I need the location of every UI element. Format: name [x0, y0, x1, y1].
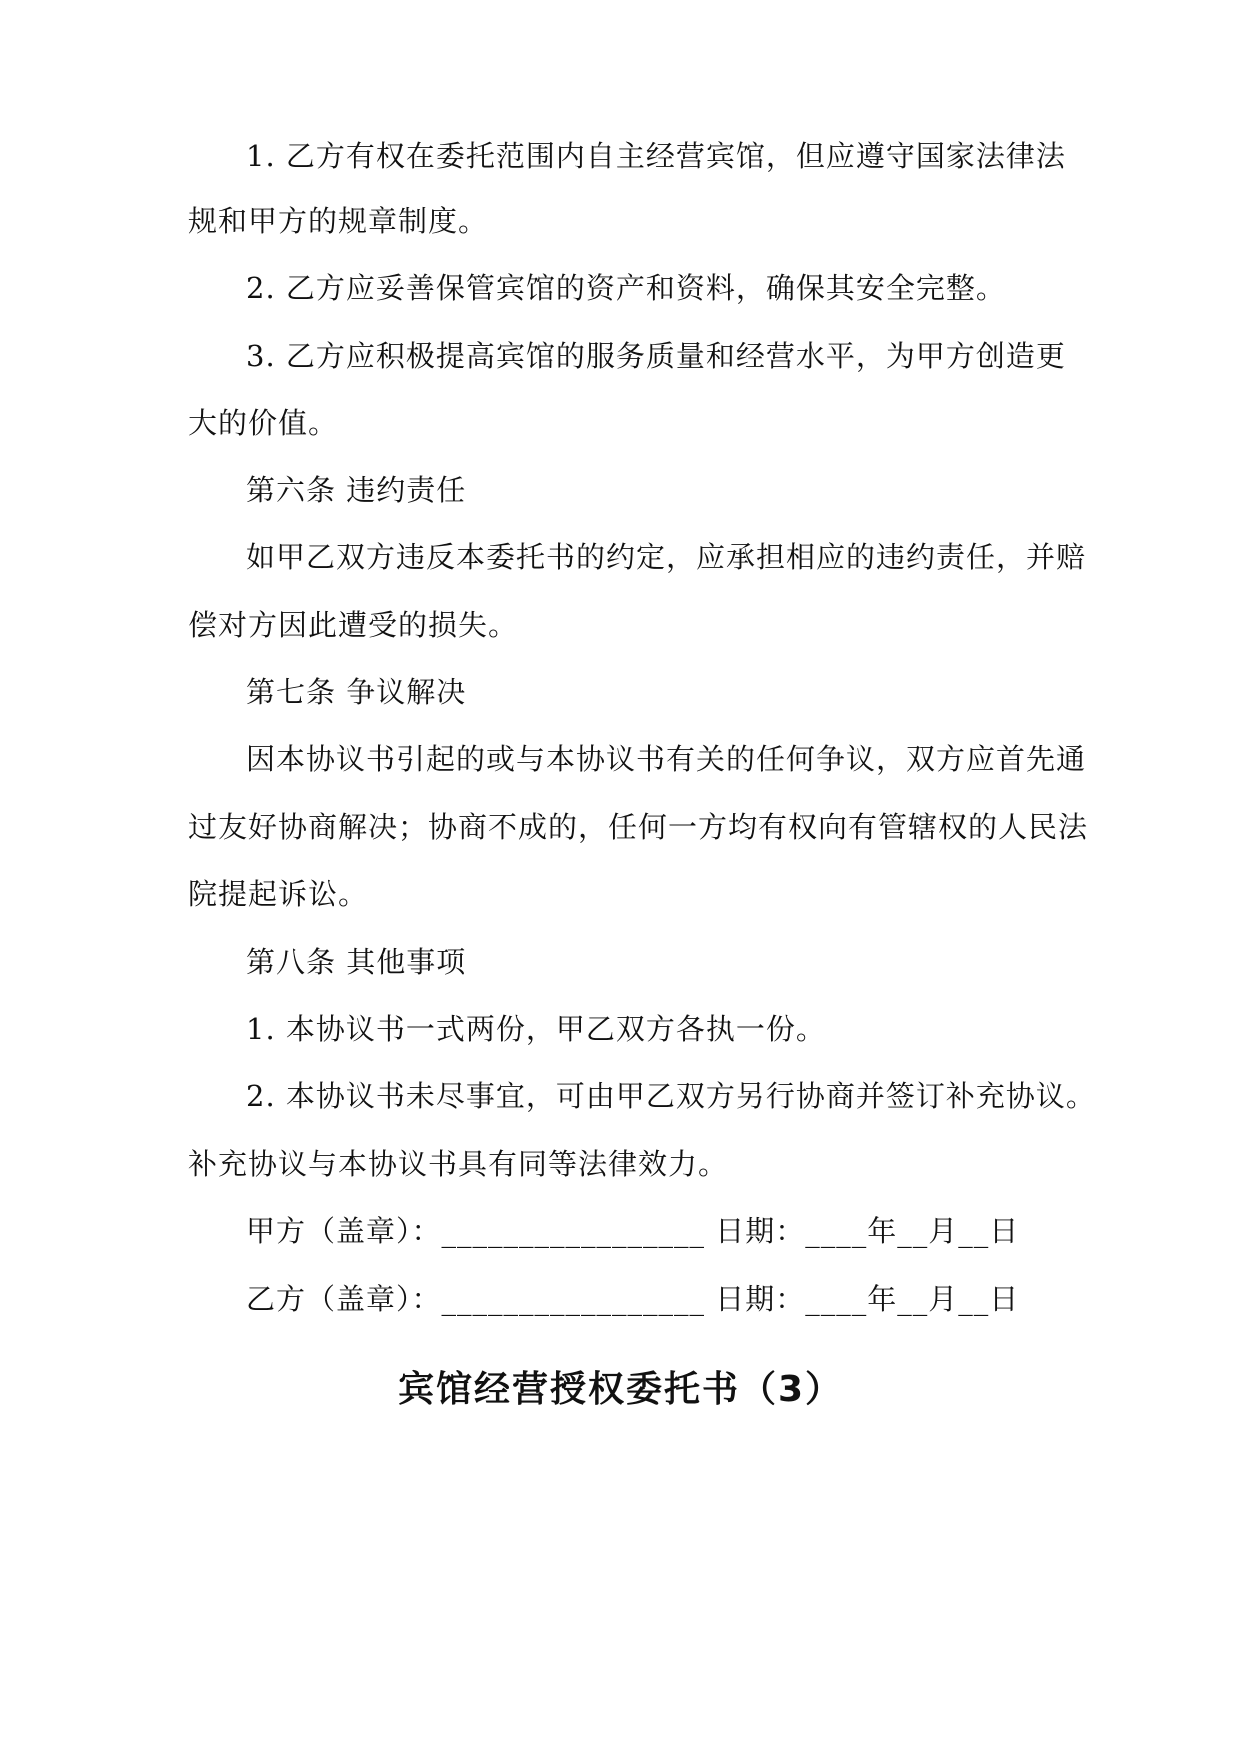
article-7-text-cont-1: 过友好协商解决；协商不成的，任何一方均有权向有管辖权的人民法: [188, 810, 1089, 844]
article-6-text-cont: 偿对方因此遭受的损失。: [188, 608, 519, 642]
article-8-item-2: 2. 本协议书未尽事宜，可由甲乙双方另行协商并签订补充协议。: [246, 1079, 1096, 1113]
clause-5-item-2: 2. 乙方应妥善保管宾馆的资产和资料，确保其安全完整。: [246, 271, 1006, 305]
clause-5-item-3-cont: 大的价值。: [188, 406, 339, 440]
party-a-signature-line: 甲方（盖章）：_________________ 日期：____年__月__日: [246, 1214, 1020, 1248]
article-8-item-2-cont: 补充协议与本协议书具有同等法律效力。: [188, 1147, 729, 1181]
clause-5-item-3: 3. 乙方应积极提高宾馆的服务质量和经营水平，为甲方创造更: [246, 339, 1066, 373]
article-7-text-cont-2: 院提起诉讼。: [188, 877, 369, 911]
article-6-heading: 第六条 违约责任: [246, 473, 467, 507]
article-7-heading: 第七条 争议解决: [246, 675, 467, 709]
article-8-heading: 第八条 其他事项: [246, 945, 467, 979]
clause-5-item-1: 1. 乙方有权在委托范围内自主经营宾馆，但应遵守国家法律法: [246, 139, 1066, 173]
clause-5-item-1-cont: 规和甲方的规章制度。: [188, 204, 489, 238]
article-6-text: 如甲乙双方违反本委托书的约定，应承担相应的违约责任，并赔: [246, 540, 1087, 574]
next-document-title: 宾馆经营授权委托书（3）: [397, 1369, 844, 1410]
party-b-signature-line: 乙方（盖章）：_________________ 日期：____年__月__日: [246, 1282, 1020, 1316]
article-7-text: 因本协议书引起的或与本协议书有关的任何争议，双方应首先通: [246, 742, 1087, 776]
article-8-item-1: 1. 本协议书一式两份，甲乙双方各执一份。: [246, 1012, 826, 1046]
